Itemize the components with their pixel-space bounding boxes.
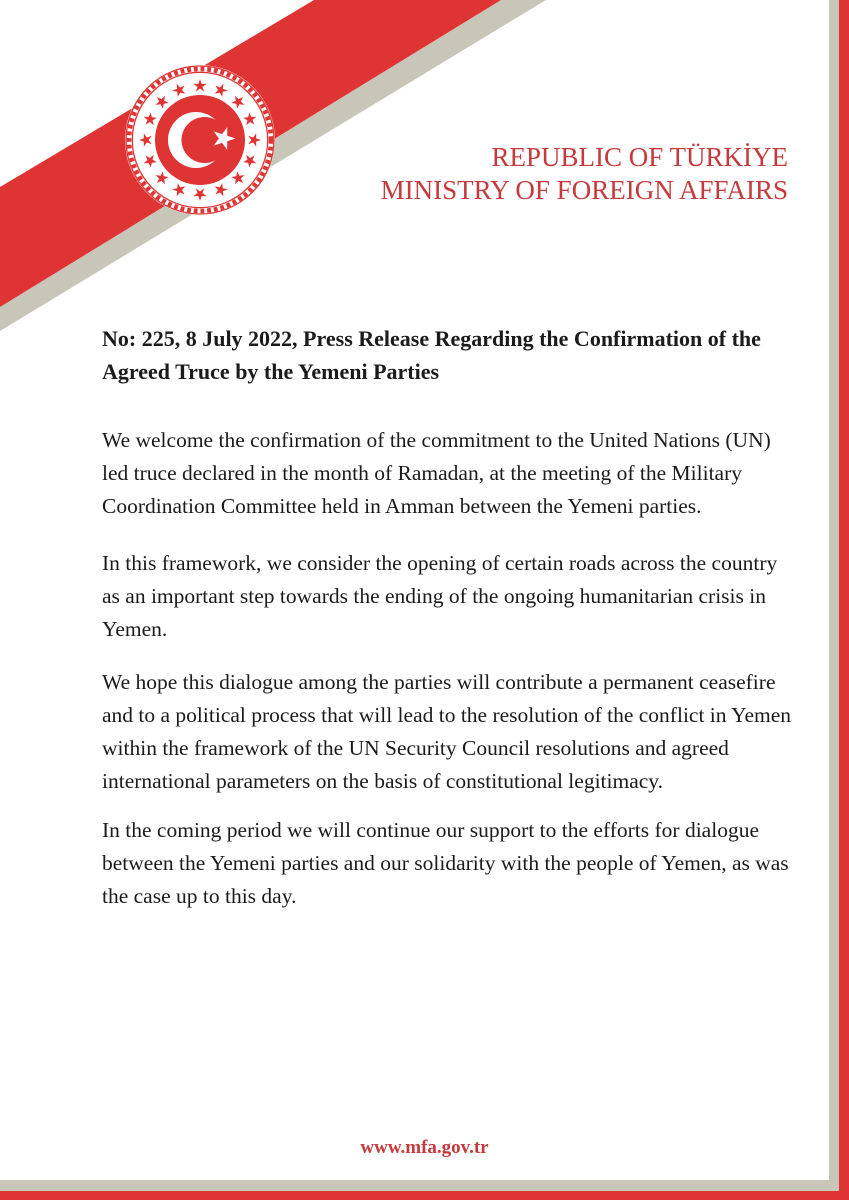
paragraph-line: between the Yemeni parties and our solidarity with the people of Yemen, as was [102,851,789,875]
paragraph [102,547,777,646]
title-line: No: 225, 8 July 2022, Press Release Regarding the Confirmation of the [102,326,761,351]
letterhead-country-line: REPUBLIC OF TÜRKİYE [491,142,788,172]
paragraph-line: within the framework of the UN Security Council resolutions and agreed [102,736,729,760]
right-edge-red-stripe [839,0,849,1200]
paragraph [102,814,789,913]
paragraph-line: led truce declared in the month of Ramadan, at the meeting of the Military [102,461,743,485]
paragraph-line: as an important step towards the ending of the ongoing humanitarian crisis in [102,584,766,608]
paragraph-line: and to a political process that will lead to the resolution of the conflict in Yemen [102,703,792,727]
right-edge-gray-stripe [829,0,839,1200]
paragraph [102,424,771,523]
turkiye-mfa-emblem-icon [125,65,275,215]
paragraph-line: In the coming period we will continue our support to the efforts for dialogue [102,818,759,842]
paragraph-line: Yemen. [102,617,168,641]
website-link[interactable]: www.mfa.gov.tr [360,1137,489,1158]
letterhead [381,141,788,207]
paragraph-line: Coordination Committee held in Amman between the Yemeni parties. [102,494,702,518]
paragraph-line: the case up to this day. [102,884,297,908]
paragraph-line: In this framework, we consider the opening of certain roads across the country [102,551,778,575]
footer-red-bar [0,1191,849,1200]
paragraph-line: We welcome the confirmation of the commitment to the United Nations (UN) [102,428,771,452]
paragraph-line: international parameters on the basis of constitutional legitimacy. [102,769,664,793]
paragraph-line: We hope this dialogue among the parties will contribute a permanent ceasefire [102,670,776,694]
title-line: Agreed Truce by the Yemeni Parties [102,359,440,384]
paragraph [102,666,791,798]
footer-gray-bar [0,1180,849,1191]
letterhead-ministry-line: MINISTRY OF FOREIGN AFFAIRS [380,175,788,205]
press-release-title [102,322,761,388]
